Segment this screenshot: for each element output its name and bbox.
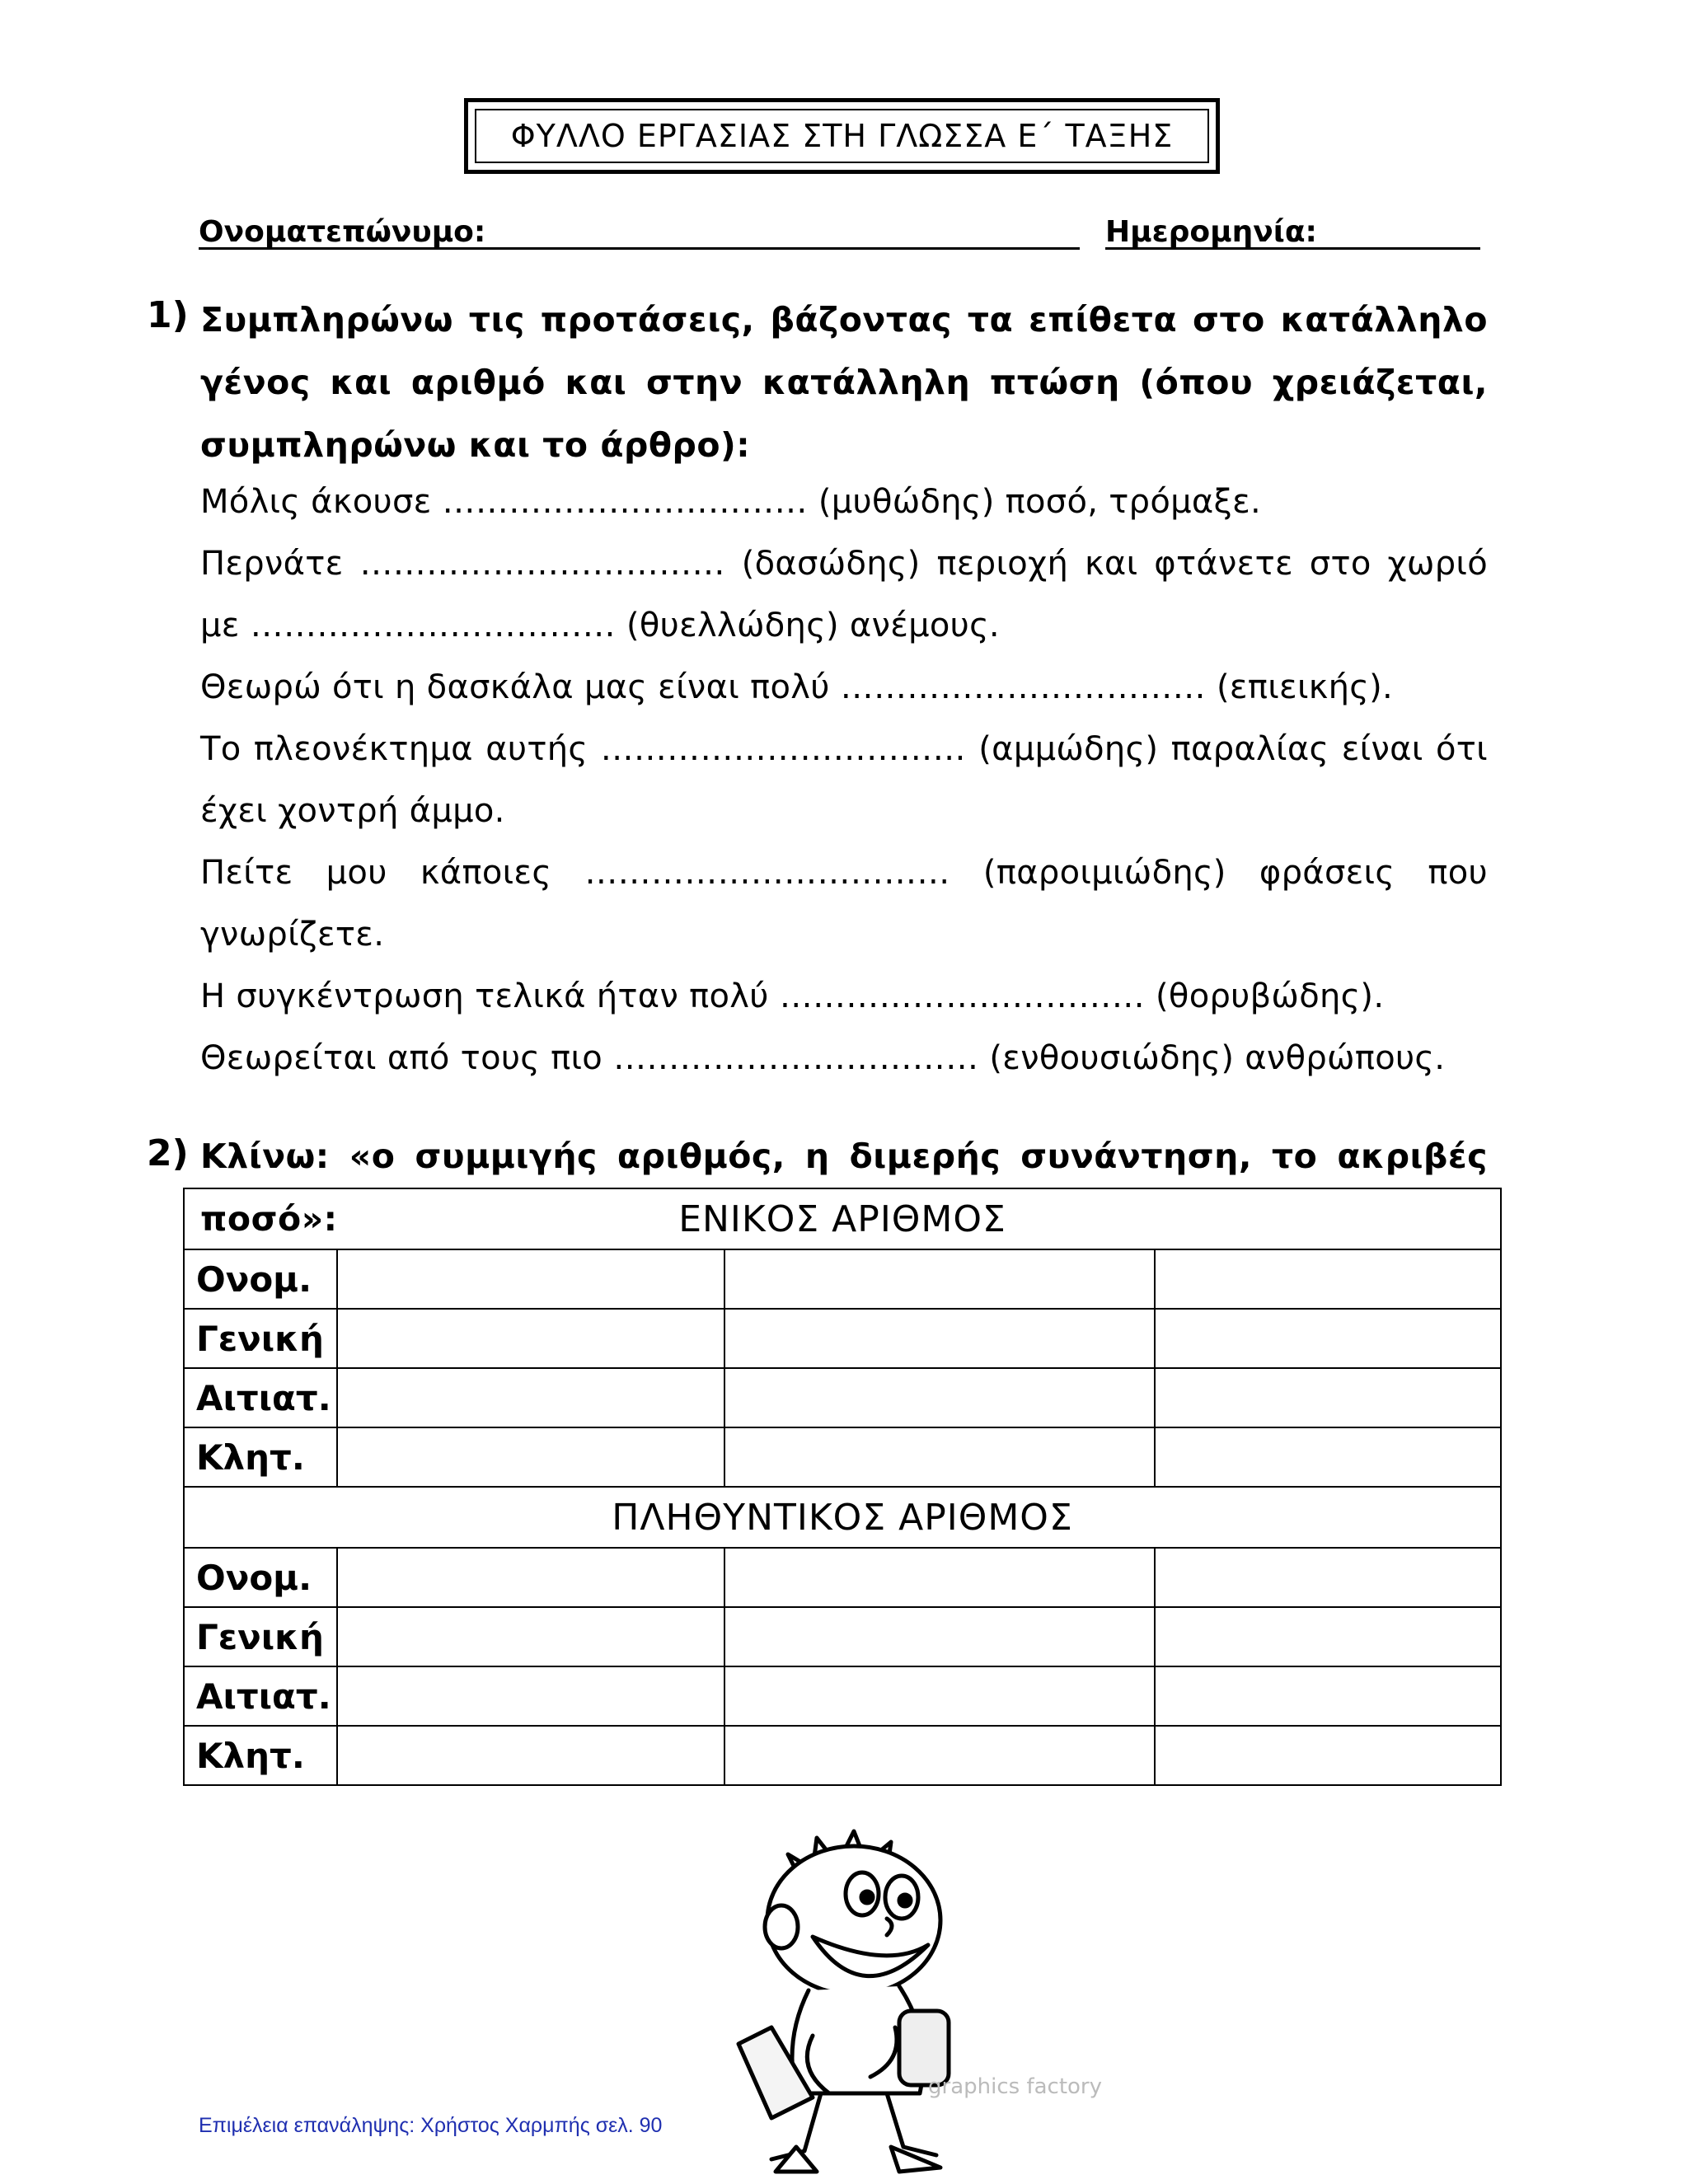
answer-cell[interactable] (724, 1249, 1155, 1309)
case-label: Γενική (184, 1607, 337, 1666)
answer-cell[interactable] (724, 1607, 1155, 1666)
answer-cell[interactable] (1155, 1249, 1501, 1309)
case-label: Κλητ. (184, 1427, 337, 1487)
sentence-7: Θεωρείται από τους πιο …………………………… (ενθουσιώδης) ανθρώπους. (200, 1039, 1446, 1077)
answer-cell[interactable] (724, 1427, 1155, 1487)
case-label: Αιτιατ. (184, 1666, 337, 1726)
answer-cell[interactable] (337, 1726, 724, 1785)
table-row (184, 1249, 1501, 1309)
question-2-number: 2) (147, 1132, 189, 1174)
answer-cell[interactable] (724, 1666, 1155, 1726)
table-row (184, 1607, 1501, 1666)
date-field[interactable] (1105, 247, 1480, 250)
sentence-1: Μόλις άκουσε …………………………… (μυθώδης) ποσό, τρόμαξε. (200, 483, 1262, 521)
answer-cell[interactable] (1155, 1368, 1501, 1427)
table-row (184, 1548, 1501, 1607)
case-label: Αιτιατ. (184, 1368, 337, 1427)
answer-cell[interactable] (1155, 1726, 1501, 1785)
answer-cell[interactable] (724, 1309, 1155, 1368)
date-label: Ημερομηνία: (1105, 215, 1317, 249)
answer-cell[interactable] (1155, 1666, 1501, 1726)
answer-cell[interactable] (1155, 1309, 1501, 1368)
sentence-2: Περνάτε …………………………… (δασώδης) περιοχή και φτάνετε στο χωριό με …………………………… (θυελλώδης) ανέμους. (200, 545, 1488, 644)
plural-header: ΠΛΗΘΥΝΤΙΚΟΣ ΑΡΙΘΜΟΣ (184, 1487, 1501, 1548)
answer-cell[interactable] (337, 1427, 724, 1487)
question-1-number: 1) (147, 294, 189, 336)
answer-cell[interactable] (337, 1548, 724, 1607)
answer-cell[interactable] (1155, 1427, 1501, 1487)
answer-cell[interactable] (337, 1666, 724, 1726)
cartoon-boy-icon (722, 1821, 1102, 2176)
title-box (464, 98, 1220, 174)
sentence-3: Θεωρώ ότι η δασκάλα μας είναι πολύ …………………………… (επιεικής). (200, 668, 1394, 706)
sentence-5: Πείτε μου κάποιες …………………………… (παροιμιώδης) φράσεις που γνωρίζετε. (200, 854, 1488, 954)
table-row (184, 1309, 1501, 1368)
answer-cell[interactable] (337, 1607, 724, 1666)
answer-cell[interactable] (337, 1368, 724, 1427)
table-row (184, 1427, 1501, 1487)
name-field[interactable] (199, 247, 1080, 250)
declension-table (183, 1188, 1502, 1786)
answer-cell[interactable] (337, 1249, 724, 1309)
table-row (184, 1666, 1501, 1726)
watermark-text: graphics factory (928, 2074, 1102, 2099)
answer-cell[interactable] (724, 1548, 1155, 1607)
table-row (184, 1726, 1501, 1785)
case-label: Κλητ. (184, 1726, 337, 1785)
question-2-instruction: Κλίνω: «ο συμμιγής αριθμός, η διμερής συνάντηση, το ακριβές ποσό»: (200, 1137, 1488, 1239)
singular-header: ΕΝΙΚΟΣ ΑΡΙΘΜΟΣ (184, 1188, 1501, 1249)
answer-cell[interactable] (1155, 1548, 1501, 1607)
footer-credit: Επιμέλεια επανάληψης: Χρήστος Χαρμπής σελ. 90 (199, 2114, 663, 2137)
worksheet-title: ΦΥΛΛΟ ΕΡΓΑΣΙΑΣ ΣΤΗ ΓΛΩΣΣΑ Ε΄ ΤΑΞΗΣ (475, 109, 1209, 163)
answer-cell[interactable] (337, 1309, 724, 1368)
sentence-4: Το πλεονέκτημα αυτής …………………………… (αμμώδης) παραλίας είναι ότι έχει χοντρή άμμο. (200, 730, 1488, 830)
answer-cell[interactable] (1155, 1607, 1501, 1666)
answer-cell[interactable] (724, 1368, 1155, 1427)
name-label: Ονοματεπώνυμο: (199, 215, 486, 249)
case-label: Γενική (184, 1309, 337, 1368)
sentence-6: Η συγκέντρωση τελικά ήταν πολύ …………………………… (θορυβώδης). (200, 977, 1385, 1015)
answer-cell[interactable] (724, 1726, 1155, 1785)
case-label: Ονομ. (184, 1249, 337, 1309)
question-1-instruction: Συμπληρώνω τις προτάσεις, βάζοντας τα επίθετα στο κατάλληλο γένος και αριθμό και στην κατάλληλη πτώση (όπου χρειάζεται, συμπληρώνω και το άρθρο): (200, 300, 1488, 465)
table-row (184, 1368, 1501, 1427)
case-label: Ονομ. (184, 1548, 337, 1607)
